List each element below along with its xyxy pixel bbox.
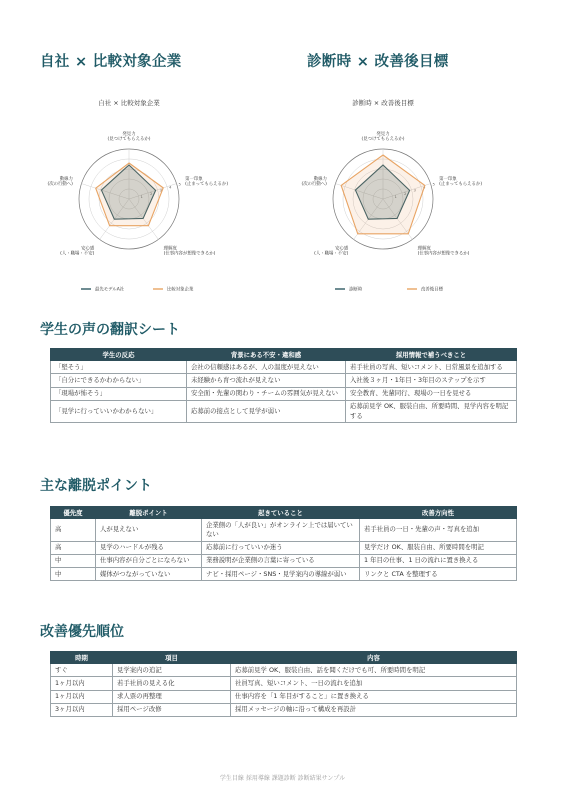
column-header: 学生の反応 [51, 349, 187, 361]
chart-title: 自社 × 比較対象企業 [98, 99, 160, 107]
table-cell: 1 年目の仕事、1 日の流れに置き換える [360, 554, 517, 567]
radar-axis-label: 第一印象(止まってもらえるか) [439, 176, 483, 187]
radar-axis-label: 理解度(仕事内容が想像できるか) [417, 246, 470, 257]
table-cell: 採用メッセージの軸に沿って構成を再設計 [231, 703, 517, 716]
radar-series-2 [341, 155, 425, 234]
radar-axis-label: 理解度(仕事内容が想像できるか) [163, 246, 216, 257]
table-row [51, 690, 517, 703]
table-cell: 応募前見学 OK、服装自由、話を聞くだけでも可、所要時間を明記 [231, 664, 517, 677]
radar-axis-label: 発見力(見つけてもらえるか) [107, 132, 151, 142]
table-row [51, 703, 517, 716]
table-header-row [51, 507, 517, 519]
column-header: 改善方向性 [360, 507, 517, 519]
legend-label: 比較対象企業 [167, 287, 194, 293]
footer-text: 学生目線 採用導線 課題診断 診断結果サンプル [219, 775, 346, 782]
radar-series-2 [96, 163, 164, 226]
table-row [51, 361, 517, 374]
table-row [51, 568, 517, 581]
legend-label: 改善後目標 [421, 287, 443, 293]
radar-axis-label: 発見力(見つけてもらえるか) [361, 132, 405, 142]
column-header: 起きていること [202, 507, 360, 519]
table-cell: ナビ・採用ページ・SNS・見学案内の導線が弱い [202, 568, 360, 581]
radar-axis-label: 安心感(人・職場・不安) [60, 246, 95, 257]
table-cell: 応募前見学 OK、服装自由、所要時間、見学内容を明記する [346, 400, 517, 423]
table-row [51, 387, 517, 400]
radar-tick-label: 4 [169, 184, 172, 190]
table-cell: 高 [51, 519, 96, 542]
table-cell: 社員写真、短いコメント、一日の流れを追加 [231, 677, 517, 690]
table-row [51, 664, 517, 677]
table-cell: 業務説明が企業側の言葉に寄っている [202, 554, 360, 567]
table-cell: 1ヶ月以内 [51, 690, 113, 703]
table-cell: 採用ページ改修 [113, 703, 231, 716]
table-cell: 見学のハードルが残る [96, 541, 202, 554]
priority-table [50, 651, 517, 717]
table-cell: 企業側の「人が良い」がオンライン上では届いていない [202, 519, 360, 542]
table-cell: 未経験から育つ流れが見えない [187, 374, 346, 387]
dropout-table [50, 506, 517, 581]
table-cell: 若手社員の見える化 [113, 677, 231, 690]
dropout-title: 主な離脱ポイント [40, 478, 152, 494]
column-header: 内容 [231, 652, 517, 664]
table-cell: 仕事内容を「1 年目がすること」に置き換える [231, 690, 517, 703]
table-cell: 高 [51, 541, 96, 554]
radar-axis-label: 安心感(人・職場・不安) [314, 246, 349, 257]
radar-tick-label: 3 [413, 187, 416, 193]
table-cell: 見学だけ OK、服装自由、所要時間を明記 [360, 541, 517, 554]
radar-tick-label: 4 [423, 184, 426, 190]
radar-svg-left [33, 92, 253, 307]
table-row [51, 541, 517, 554]
priority-title: 改善優先順位 [40, 624, 124, 640]
table-cell: 応募前に行っていいか迷う [202, 541, 360, 554]
table-cell: リンクと CTA を整理する [360, 568, 517, 581]
table-cell: 中 [51, 554, 96, 567]
table-cell: 「堅そう」 [51, 361, 187, 374]
table-cell: 仕事内容が自分ごとにならない [96, 554, 202, 567]
table-cell: 入社後３ヶ月・1年目・3年目のステップを示す [346, 374, 517, 387]
voice-title: 学生の声の翻訳シート [40, 322, 180, 338]
radar-svg-right [287, 92, 507, 307]
radar-chart-left [33, 92, 253, 307]
table-cell: 応募前の接点として見学が弱い [187, 400, 346, 423]
table-cell: 求人票の再整理 [113, 690, 231, 703]
table-cell: 1ヶ月以内 [51, 677, 113, 690]
voice-table [50, 348, 517, 423]
radar-tick-label: 5 [432, 181, 435, 187]
table-cell: 若手社員の写真、短いコメント、日常風景を追加する [346, 361, 517, 374]
column-header: 背景にある不安・違和感 [187, 349, 346, 361]
radar-tick-label: 3 [159, 187, 162, 193]
table-cell: 若手社員の一日・先輩の声・写真を追加 [360, 519, 517, 542]
radar-axis-label: 動線力(次の行動へ) [47, 176, 73, 187]
radar-axis-label: 動線力(次の行動へ) [301, 176, 327, 187]
table-cell: 安全教育、先輩同行、現場の一日を見せる [346, 387, 517, 400]
radar-tick-label: 1 [140, 193, 143, 199]
chart-title: 診断時 × 改善後目標 [352, 99, 414, 107]
table-cell: 「見学に行っていいかわからない」 [51, 400, 187, 423]
column-header: 優先度 [51, 507, 96, 519]
radar-tick-label: 1 [394, 193, 397, 199]
column-header: 項目 [113, 652, 231, 664]
table-cell: 安全面・先輩の関わり・チームの雰囲気が見えない [187, 387, 346, 400]
column-header: 離脱ポイント [96, 507, 202, 519]
radar-tick-label: 2 [150, 190, 153, 196]
table-cell: 見学案内の追記 [113, 664, 231, 677]
table-row [51, 400, 517, 423]
table-cell: 中 [51, 568, 96, 581]
radar-axis-label: 第一印象(止まってもらえるか) [185, 176, 229, 187]
header-right: 診断時 × 改善後目標 [307, 54, 449, 70]
legend-label: 診断時 [349, 287, 363, 293]
column-header: 採用情報で補うべきこと [346, 349, 517, 361]
header-left: 自社 × 比較対象企業 [40, 54, 182, 70]
table-row [51, 677, 517, 690]
table-cell: 人が見えない [96, 519, 202, 542]
legend-label: 最先モデルA社 [95, 287, 125, 293]
radar-tick-label: 5 [178, 181, 181, 187]
table-row [51, 519, 517, 542]
radar-tick-label: 2 [404, 190, 407, 196]
table-cell: すぐ [51, 664, 113, 677]
table-cell: 「自分にできるかわからない」 [51, 374, 187, 387]
table-header-row [51, 349, 517, 361]
table-header-row [51, 652, 517, 664]
table-row [51, 554, 517, 567]
table-cell: 「現場が怖そう」 [51, 387, 187, 400]
table-cell: 3ヶ月以内 [51, 703, 113, 716]
column-header: 時期 [51, 652, 113, 664]
table-cell: 媒体がつながっていない [96, 568, 202, 581]
table-row [51, 374, 517, 387]
table-cell: 会社の信頼感はあるが、人の温度が見えない [187, 361, 346, 374]
radar-chart-right [287, 92, 507, 307]
